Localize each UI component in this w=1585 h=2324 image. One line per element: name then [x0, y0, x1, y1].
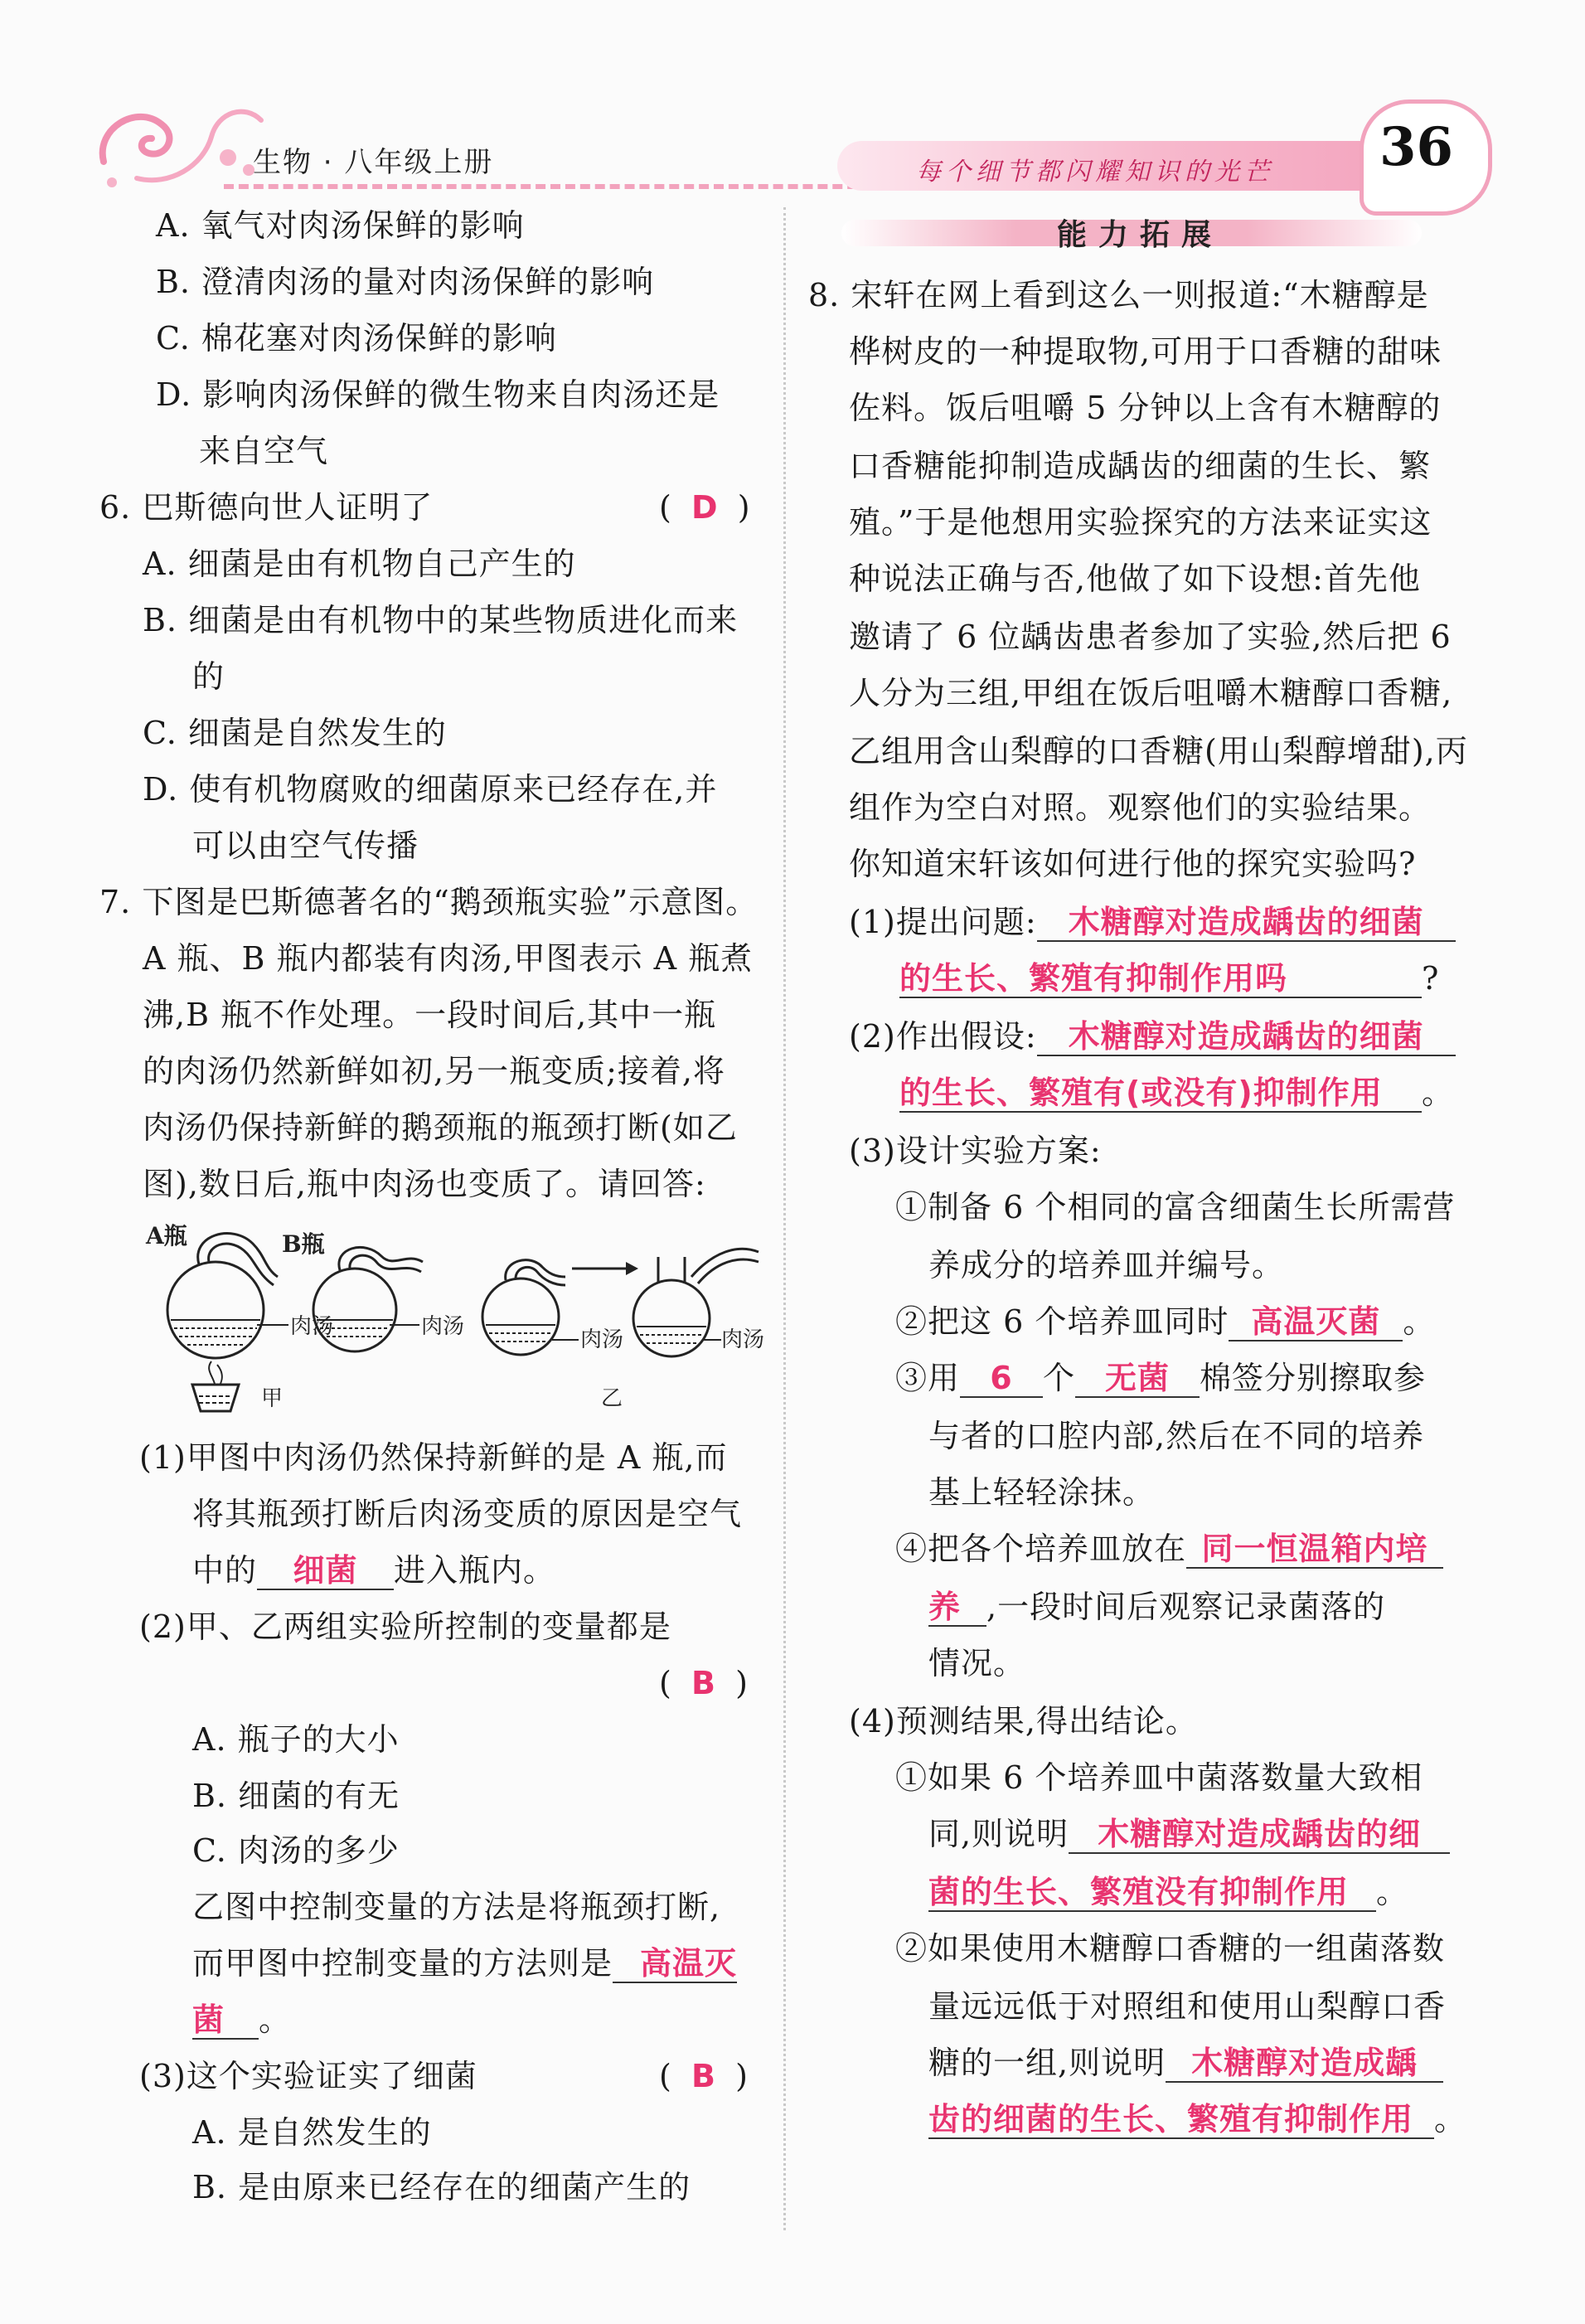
answer-blank	[1075, 1356, 1200, 1398]
section-banner	[841, 211, 1422, 256]
page-number: 36	[1379, 116, 1454, 178]
q8-step3-line3: 基上轻轻涂抹。	[928, 1474, 1156, 1511]
q7-sub1-line2: 将其瓶颈打断后肉汤变质的原因是空气	[192, 1496, 743, 1532]
q8-result2-line3	[928, 2041, 1443, 2084]
header-slogan: 每个细节都闪耀知识的光芒	[916, 158, 1274, 187]
q8-step1-line2: 养成分的培养皿并编号。	[928, 1247, 1285, 1283]
text: 而甲图中控制变量的方法则是	[192, 1945, 613, 1982]
text: 糖的一组,则说明	[928, 2045, 1166, 2081]
text: 。	[1422, 1075, 1455, 1111]
q7-sub2-answer: B	[691, 1665, 715, 1701]
q6-answer-box: ( D )	[659, 489, 750, 526]
answer-blank	[960, 1356, 1043, 1398]
q8-result1-line2	[928, 1812, 1450, 1856]
answer-blank	[928, 1870, 1376, 1912]
q8-result1-line3	[928, 1870, 1408, 1914]
q7-sub2-line-b	[192, 1942, 737, 1985]
q7-sub2-line1: (2)甲、乙两组实验所控制的变量都是	[139, 1608, 671, 1645]
figure-yi-label: 乙	[601, 1386, 623, 1411]
answer-blank	[257, 1549, 394, 1590]
q8-result2-line2: 量远远低于对照组和使用山梨醇口香	[928, 1988, 1447, 2025]
text: ,一段时间后观察记录菌落的	[986, 1589, 1386, 1625]
q8-result2-answer-cont: 齿的细菌的生长、繁殖有抑制作用	[928, 2101, 1414, 2137]
q8-stem-line: 乙组用含山梨醇的口香糖(用山梨醇增甜),丙	[849, 733, 1468, 769]
q8-stem-line: 8. 宋轩在网上看到这么一则报道:“木糖醇是	[808, 277, 1429, 313]
q7-stem-line: A 瓶、B 瓶内都装有肉汤,甲图表示 A 瓶煮	[143, 940, 754, 977]
q8-p1-answer-cont: 的生长、繁殖有抑制作用吗	[899, 960, 1288, 997]
q8-result1-answer: 木糖醇对造成龋齿的细	[1098, 1816, 1422, 1852]
text: ②把这 6 个培养皿同时	[895, 1303, 1229, 1340]
answer-blank	[1037, 1015, 1456, 1056]
q8-p2-answer: 木糖醇对造成龋齿的细菌	[1068, 1018, 1424, 1055]
text: ③用	[895, 1360, 961, 1396]
flask-b-label: B瓶	[282, 1230, 325, 1258]
q7-sub3-answer: B	[691, 2058, 715, 2094]
q7-stem-line: 的肉汤仍然新鲜如初,另一瓶变质;接着,将	[143, 1053, 725, 1089]
text: 。	[1403, 1303, 1436, 1340]
header-dashed-rule	[224, 184, 887, 189]
q7-stem-line: 7. 下图是巴斯德著名的“鹅颈瓶实验”示意图。	[99, 884, 759, 920]
q6-option-c: C. 细菌是自然发生的	[143, 715, 447, 751]
q5-option-a: A. 氧气对肉汤保鲜的影响	[156, 207, 525, 244]
text: 。	[1376, 1874, 1409, 1910]
q8-stem-line: 你知道宋轩该如何进行他的探究实验吗?	[849, 846, 1417, 882]
q7-sub2-option-b: B. 细菌的有无	[192, 1778, 400, 1814]
q8-step4-answer: 同一恒温箱内培	[1201, 1531, 1428, 1567]
q8-stem-line: 组作为空白对照。观察他们的实验结果。	[849, 789, 1432, 826]
q8-result2-line4	[928, 2098, 1466, 2141]
q8-result2-line1: ②如果使用木糖醇口香糖的一组菌落数	[895, 1930, 1446, 1967]
q8-p1-answer: 木糖醇对造成龋齿的细菌	[1068, 904, 1424, 940]
q8-step3-line2: 与者的口腔内部,然后在不同的培养	[928, 1418, 1425, 1454]
text: 同,则说明	[928, 1816, 1069, 1852]
q8-stem-line: 种说法正确与否,他做了如下设想:首先他	[849, 560, 1421, 597]
q8-p2-line1	[849, 1015, 1456, 1058]
q8-stem-line: 邀请了 6 位龋齿患者参加了实验,然后把 6	[849, 619, 1452, 655]
q7-sub2-method-answer-cont: 菌	[192, 2001, 225, 2038]
q5-option-c: C. 棉花塞对肉汤保鲜的影响	[156, 320, 557, 357]
q8-step4-line1	[895, 1527, 1443, 1570]
figure-jia-label: 甲	[261, 1386, 284, 1411]
q8-p1-line1	[849, 900, 1456, 944]
flourish-icon	[87, 87, 278, 195]
text: 棉签分别擦取参	[1200, 1360, 1427, 1396]
answer-blank	[1229, 1300, 1403, 1342]
answer-blank	[899, 1071, 1422, 1113]
answer-blank	[1186, 1527, 1443, 1569]
q6-stem: 6. 巴斯德向世人证明了	[99, 489, 434, 526]
answer-blank	[928, 2098, 1434, 2139]
q6-option-d: D. 使有机物腐败的细菌原来已经存在,并	[143, 771, 718, 808]
q7-sub1-answer: 细菌	[293, 1552, 358, 1589]
q8-stem-line: 殖。”于是他想用实验探究的方法来证实这	[849, 504, 1432, 541]
flask-b	[313, 1247, 423, 1351]
answer-blank	[928, 1585, 986, 1627]
q5-option-d: D. 影响肉汤保鲜的微生物来自肉汤还是	[156, 376, 720, 413]
flask-yi-left	[482, 1260, 579, 1355]
text: 进入瓶内。	[394, 1552, 556, 1589]
q8-step4-answer-cont: 养	[928, 1589, 962, 1625]
q8-p2-line2	[899, 1071, 1454, 1114]
q5-option-b: B. 澄清肉汤的量对肉汤保鲜的影响	[156, 264, 655, 300]
flask-a	[167, 1234, 288, 1358]
text: 个	[1043, 1360, 1076, 1396]
answer-blank	[899, 957, 1422, 998]
q8-step2	[895, 1300, 1435, 1343]
q8-p2-answer-cont: 的生长、繁殖有(或没有)抑制作用	[899, 1075, 1383, 1111]
q8-stem-line: 口香糖能抑制造成龋齿的细菌的生长、繁	[849, 448, 1432, 484]
q7-sub2-method-answer: 高温灭	[640, 1945, 738, 1982]
q7-stem-line: 肉汤仍保持新鲜的鹅颈瓶的瓶颈打断(如乙	[143, 1109, 738, 1146]
text: 中的	[192, 1552, 258, 1589]
answer-blank	[1069, 1812, 1450, 1854]
q7-sub2-line-c	[192, 1998, 291, 2041]
column-divider	[783, 207, 786, 2230]
section-title: 能力拓展	[1057, 218, 1224, 252]
q8-step4-line2	[928, 1585, 1385, 1628]
answer-blank	[1166, 2041, 1443, 2083]
q6-answer: D	[691, 489, 718, 526]
q6-option-b: B. 细菌是由有机物中的某些物质进化而来	[143, 602, 739, 638]
answer-blank	[613, 1942, 737, 1983]
swan-neck-flask-diagram	[141, 1219, 771, 1418]
broth-label: 肉汤	[290, 1314, 334, 1339]
q8-step3-line1	[895, 1356, 1426, 1400]
q7-sub2-option-c: C. 肉汤的多少	[192, 1832, 400, 1869]
q7-sub3-answer-box: ( B )	[659, 2058, 748, 2094]
q6-option-b-cont: 的	[192, 658, 225, 695]
answer-blank	[192, 1998, 259, 2040]
q7-sub3-option-a: A. 是自然发生的	[192, 2114, 432, 2151]
answer-blank	[1037, 900, 1456, 942]
q8-p1-line2	[899, 957, 1439, 1000]
broth-label: 肉汤	[580, 1327, 624, 1352]
q7-stem-line: 图),数日后,瓶中肉汤也变质了。请回答:	[143, 1166, 706, 1202]
text: 。	[259, 2001, 292, 2038]
flask-a-label: A瓶	[146, 1222, 187, 1249]
text: ?	[1422, 960, 1440, 997]
q5-option-d-cont: 来自空气	[199, 433, 329, 469]
q8-result1-line1: ①如果 6 个培养皿中菌落数量大致相	[895, 1759, 1423, 1796]
q7-sub1-line1: (1)甲图中肉汤仍然保持新鲜的是 A 瓶,而	[139, 1439, 728, 1476]
broth-label: 肉汤	[721, 1327, 765, 1352]
q8-stem-line: 人分为三组,甲组在饭后咀嚼木糖醇口香糖,	[849, 675, 1453, 711]
q6-option-d-cont: 可以由空气传播	[192, 827, 419, 864]
q7-stem-line: 沸,B 瓶不作处理。一段时间后,其中一瓶	[143, 997, 717, 1033]
q8-p3-title: (3)设计实验方案:	[849, 1133, 1102, 1169]
q8-step2-answer: 高温灭菌	[1251, 1303, 1381, 1340]
text: (1)提出问题:	[849, 904, 1037, 940]
q8-stem-line: 桦树皮的一种提取物,可用于口香糖的甜味	[849, 333, 1442, 370]
q8-p4-title: (4)预测结果,得出结论。	[849, 1703, 1198, 1739]
text: ④把各个培养皿放在	[895, 1531, 1187, 1567]
q8-result2-answer: 木糖醇对造成龋	[1191, 2045, 1418, 2081]
q7-sub3-line1: (3)这个实验证实了细菌	[139, 2058, 477, 2094]
burner-icon	[192, 1361, 239, 1411]
q7-sub2-answer-box: ( B )	[659, 1665, 748, 1701]
q8-result1-answer-cont: 菌的生长、繁殖没有抑制作用	[928, 1874, 1350, 1910]
q7-sub2-option-a: A. 瓶子的大小	[192, 1721, 400, 1758]
book-title: 生物 · 八年级上册	[253, 146, 494, 179]
q7-sub3-option-b: B. 是由原来已经存在的细菌产生的	[192, 2169, 691, 2205]
q6-option-a: A. 细菌是由有机物自己产生的	[143, 546, 576, 582]
q7-sub1-line3	[192, 1549, 555, 1592]
q8-step3-count-answer: 6	[990, 1360, 1013, 1396]
broth-label: 肉汤	[421, 1314, 465, 1339]
text: (2)作出假设:	[849, 1018, 1037, 1055]
text: 。	[1434, 2101, 1467, 2137]
q8-step1-line1: ①制备 6 个相同的富含细菌生长所需营	[895, 1189, 1456, 1225]
q8-stem-line: 佐料。饭后咀嚼 5 分钟以上含有木糖醇的	[849, 390, 1442, 426]
q8-step3-swab-answer: 无菌	[1105, 1360, 1171, 1396]
q7-sub2-line-a: 乙图中控制变量的方法是将瓶颈打断,	[192, 1889, 721, 1925]
q8-step4-line3: 情况。	[928, 1645, 1026, 1681]
arrow-icon	[572, 1262, 638, 1275]
